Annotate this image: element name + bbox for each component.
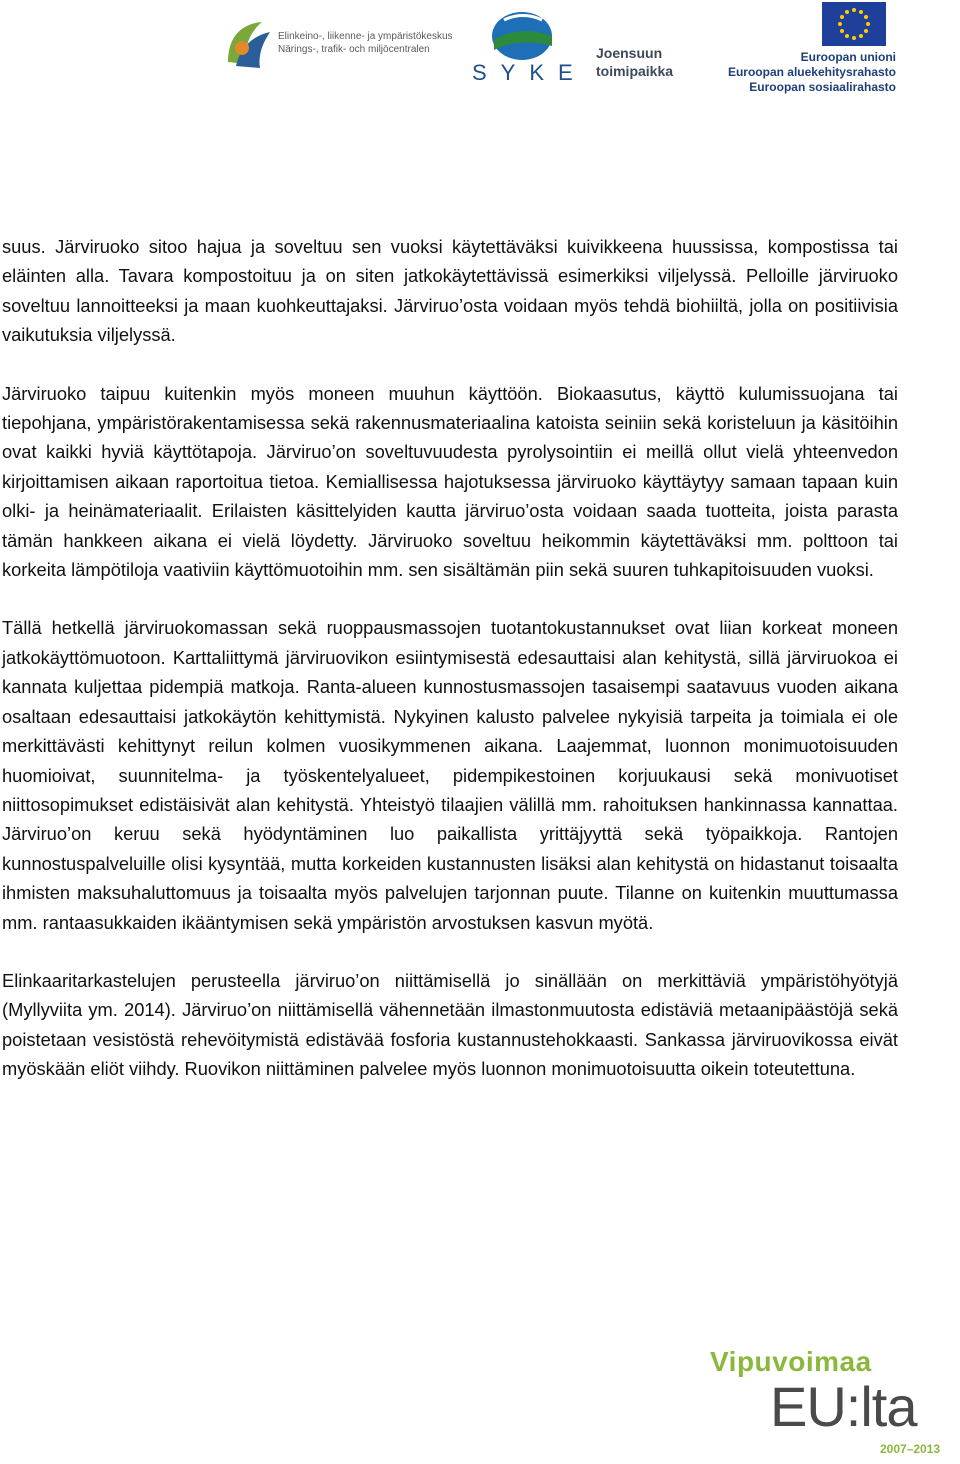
syke-wordmark: SYKE xyxy=(472,60,587,85)
logo-header xyxy=(0,0,960,110)
ely-name xyxy=(278,30,453,56)
eu-line-3: Euroopan sosiaalirahasto xyxy=(749,80,896,94)
vipuvoimaa-text: Vipuvoimaa xyxy=(710,1346,872,1377)
vipuvoimaa-eulta-logo xyxy=(708,1346,958,1460)
joensuu-line-2: toimipaikka xyxy=(596,63,674,79)
body-paragraph-1: suus. Järviruoko sitoo hajua ja soveltuu sen vuoksi käytettäväksi kuivikkeena huussissa, kompostissa tai eläinten alla. Tavara kompostoituu ja on siten jatkokäytettävissä esimerkiksi viljelyssä. Pelloille järviruoko soveltuu lannoitteeksi ja maan kuohkeuttajaksi. Järviruo’osta voidaan myös tehdä biohiiltä, jolla on positiivisia vaikutuksia viljelyssä. xyxy=(2,236,898,346)
eu-funding-text xyxy=(716,50,896,95)
eu-flag-icon xyxy=(822,2,886,46)
ely-emblem-icon xyxy=(222,18,276,72)
ely-name-fi: Elinkeino-, liikenne- ja ympäristökeskus xyxy=(278,31,453,42)
joensuu-label xyxy=(596,44,673,80)
eu-logo xyxy=(716,2,896,100)
syke-logo xyxy=(468,6,588,86)
body-paragraph-4: Elinkaaritarkastelujen perusteella järviruo’on niittämisellä jo sinällään on merkittäviä ympäristöhyötyjä (Myllyviita ym. 2014). Järviruo’on niittämisellä vähennetään ilmastonmuutosta edistäviä metaanipäästöjä sekä poistetaan vesistöstä rehevöitymistä edistävää fosforia kustannustehokkaasti. Sankassa järviruovikossa eivät myöskään eliöt viihdy. Ruovikon niittäminen palvelee myös luonnon monimuotoisuutta oikein toteutettuna. xyxy=(2,969,898,1080)
ely-keskus-logo xyxy=(222,18,462,72)
body-paragraph-3: Tällä hetkellä järviruokomassan sekä ruoppausmassojen tuotantokustannukset ovat liian korkeat moneen jatkokäyttömuotoon. Karttaliittymä järviruovikon esiintymisestä edesauttaisi alan kehitystä, sillä järviruokoa ei kannata kuljettaa pidempiä matkoja. Ranta-alueen kunnostusmassojen tasaisempi saatavuus vuoden aikana osaltaan edesauttaisi jatkokäytön kehittymistä. Nykyinen kalusto palvelee nykyisiä tarpeita ja toimiala ei ole merkittävästi kehittynyt reilun kolmen vuosikymmenen aikana. Laajemmat, luonnon monimuotoisuuden huomioivat, suunnitelma- ja työskentelyalueet, pidempikestoinen korjuukausi sekä monivuotiset niittosopimukset edistäisivät alan kehitystä. Yhteistyö tilaajien välillä mm. rahoituksen hankinnassa kannattaa. Järviruo’on keruu sekä hyödyntäminen luo paikallista yrittäjyyttä sekä työpaikkoja. Rantojen kunnostuspalveluille olisi kysyntää, mutta korkeiden kustannusten lisäksi alan kehitystä on hidastanut toisaalta ihmisten maksuhaluttomuus ja toisaalta myös palvelujen tarjonnan puute. Tilanne on kuitenkin muuttumassa mm. rantaasukkaiden ikääntymisen sekä ympäristön arvostuksen kasvun myötä. xyxy=(2,617,898,933)
joensuu-line-1: Joensuun xyxy=(596,45,663,61)
body-paragraph-2: Järviruoko taipuu kuitenkin myös moneen muuhun käyttöön. Biokaasutus, käyttö kulumissuojana tai tiepohjana, ympäristörakentamisessa sekä rakennusmateriaalina katoista seiniin sekä koristeluun ja käsitöihin ovat kaikki hyviä käyttötapoja. Järviruo’on soveltuvuudesta pyrolysointiin ei meillä ollut vielä yhteenvedon kirjoittamisen aikaan raportoitua tietoa. Kemiallisessa hajotuksessa järviruoko käyttäytyy samaan tapaan kuin olki- ja heinämateriaalit. Erilaisten käsittelyiden kautta järviruo’osta voidaan saada tuotteita, joista parasta tämän hankkeen aikana ei vielä löydetty. Järviruoko soveltuu heikommin käytettäväksi mm. polttoon tai korkeita lämpötiloja vaativiin käyttömuotoihin mm. sen sisältämän piin sekä suuren tuhkapitoisuuden vuoksi. xyxy=(2,382,898,581)
program-years: 2007–2013 xyxy=(880,1442,941,1456)
syke-globe-icon xyxy=(468,6,588,60)
eulta-text: EU:lta xyxy=(770,1375,917,1438)
eu-line-2: Euroopan aluekehitysrahasto xyxy=(727,65,896,79)
document-body xyxy=(2,232,898,1113)
ely-name-sv: Närings-, trafik- och miljöcentralen xyxy=(278,44,430,55)
eu-line-1: Euroopan unioni xyxy=(800,50,896,64)
